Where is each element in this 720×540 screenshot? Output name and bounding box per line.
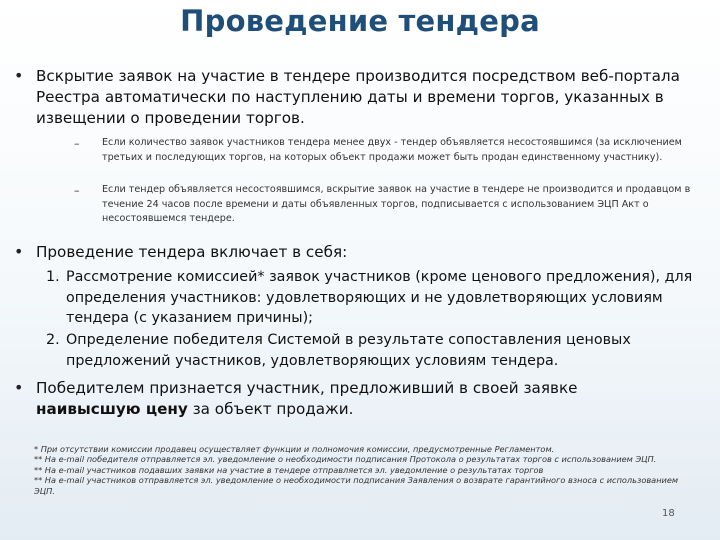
bullet-icon: • <box>14 66 24 85</box>
bullet-3-post: за объект продажи. <box>187 400 354 418</box>
item-number: 1. <box>46 269 60 285</box>
bullet-3-pre: Победителем признается участник, предложивший в своей заявке <box>36 379 578 397</box>
bullet-icon: • <box>14 242 24 261</box>
numbered-item-1 <box>46 267 706 329</box>
item-2-line-1: Определение победителя Системой в результате сопоставления ценовых <box>66 332 631 348</box>
page-number: 18 <box>662 508 675 519</box>
dash-icon: – <box>74 137 80 150</box>
item-1-line-1: Рассмотрение комиссией* заявок участников (кроме ценового предложения), для <box>66 269 693 285</box>
bullet-icon: • <box>14 378 24 397</box>
item-1-line-2: определения участников: удовлетворяющих и не удовлетворяющих условиям <box>66 289 663 306</box>
item-number: 2. <box>46 332 60 348</box>
slide-title: Проведение тендера <box>180 4 540 38</box>
footnotes <box>34 444 694 496</box>
dash-icon: – <box>74 184 80 197</box>
footnote-4: ** На e-mail участников отправляется эл. уведомление о необходимости подписания Заявления о возврате гарантийного взноса с использованием ЭЦП. <box>34 475 679 496</box>
bullet-1-text: Вскрытие заявок на участие в тендере производится посредством веб-портала Реестра автоматически по наступлению даты и времени торгов, указанных в извещении о проведении торгов. <box>36 67 680 127</box>
bullet-3-bold: наивысшую цену <box>36 400 188 418</box>
numbered-item-2 <box>46 330 706 371</box>
item-1-line-3: тендера (с указанием причины); <box>66 310 313 326</box>
footnote-2: ** На e-mail победителя отправляется эл. уведомление о необходимости подписания Протокола о результатах торгов с использованием ЭЦП. <box>34 454 657 465</box>
sub-bullet-2: Если тендер объявляется несостоявшимся, вскрытие заявок на участие в тендере не производится и продавцом в течение 24 часов после времени и даты объявленных торгов, подписывается с использованием ЭЦП Акт о несостоявшемся тендере. <box>102 184 691 224</box>
bullet-2-text: Проведение тендера включает в себя: <box>36 243 348 261</box>
bullet-3-text <box>36 378 696 420</box>
footnote-3: ** На e-mail участников подавших заявки на участие в тендере отправляется эл. уведомление о результатах торгов <box>34 464 544 475</box>
sub-bullet-1: Если количество заявок участников тендера менее двух - тендер объявляется несостоявшимся (за исключением третьих и последующих торгов, на которых объект продажи может быть продан единственному участнику). <box>102 137 682 163</box>
footnote-1: * При отсутствии комиссии продавец осуществляет функции и полномочия комиссии, предусмотренные Регламентом. <box>34 444 555 454</box>
item-2-line-2: предложений участников, удовлетворяющих условиям тендера. <box>66 352 559 369</box>
